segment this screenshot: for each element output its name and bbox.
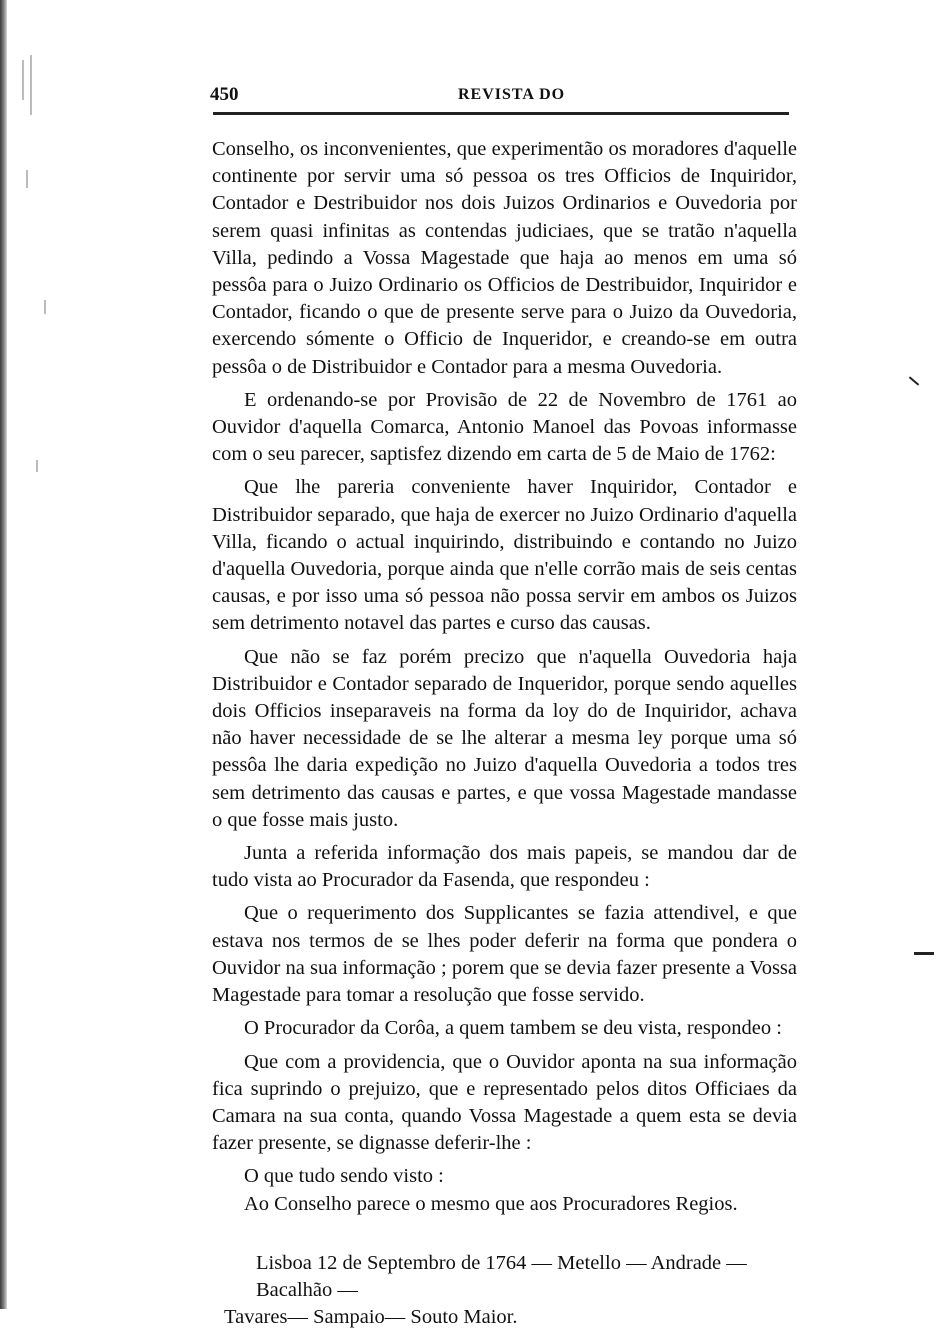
closing-signatures [224,1250,816,1331]
paragraph: Que com a providencia, que o Ouvidor aponta na sua informação fica suprindo o prejuizo, que e representado pelos ditos Officiaes da Camara na sua conta, quando Vossa Magestade a quem esta se devia fazer presente, se dignasse deferir-lhe : [212,1050,797,1155]
header-rule [213,112,789,115]
running-head: REVISTA DO [458,86,566,103]
scan-binding-edge [0,0,7,1309]
page-header [210,84,790,106]
paragraph: Junta a referida informação dos mais papeis, se mandou dar de tudo vista ao Procurador da Fasenda, que respondeu : [212,842,797,892]
margin-mark [909,376,919,385]
margin-mark [914,952,934,955]
document-body [212,136,797,1224]
scan-mark [36,460,38,472]
scan-mark [22,60,24,100]
paragraph: Ao Conselho parece o mesmo que aos Procuradores Regios. [244,1192,738,1215]
scan-mark [30,55,32,115]
paragraph: Que o requerimento dos Supplicantes se fazia attendivel, e que estava nos termos de se lhes poder deferir na forma que pondera o Ouvidor na sua informação ; porem que se devia fazer presente a Vossa Magestade para tomar a resolução que fosse servido. [212,902,797,1007]
scan-mark [26,170,28,188]
paragraph: E ordenando-se por Provisão de 22 de Novembro de 1761 ao Ouvidor d'aquella Comarca, Antonio Manoel das Povoas informasse com o seu parecer, saptisfez dizendo em carta de 5 de Maio de 1762: [212,388,797,466]
scan-mark [44,300,46,314]
closing-line: Tavares— Sampaio— Souto Maior. [224,1306,518,1328]
paragraph: Conselho, os inconvenientes, que experimentão os moradores d'aquelle continente por servir uma só pessoa os tres Officios de Inquiridor, Contador e Destribuidor nos dois Juizos Ordinarios e Ouvedoria por serem quasi infinitas as contendas judiciaes, que se tratão n'aquella Villa, pedindo a Vossa Magestade que haja ao menos em uma só pessôa para o Juizo Ordinario os Officios de Destribuidor, Inquiridor e Contador, ficando o que de presente serve para o Juizo da Ouvedoria, exercendo sómente o Officio de Inqueridor, e creando-se em outra pessôa o de Distribuidor e Contador para a mesma Ouvedoria. [212,138,797,378]
paragraph: Que lhe pareria conveniente haver Inquiridor, Contador e Distribuidor separado, que haja de exercer no Juizo Ordinario d'aquella Villa, ficando o actual inquirindo, distribuindo e contando no Juizo d'aquella Ouvedoria, porque ainda que n'elle corrão mais de seis centas causas, e por isso uma só pessoa não possa servir em ambos os Juizos sem detrimento notavel das partes e curso das causas. [212,476,797,635]
paragraph: Que não se faz porém precizo que n'aquella Ouvedoria haja Distribuidor e Contador separado de Inqueridor, porque sendo aquelles dois Officios inseparaveis na forma da loy do de Inquiridor, achava não haver necessidade de se lhe alterar a mesma ley porque uma só pessôa lhe daria expedição no Juizo d'aquella Ouvedoria a todos tres sem detrimento das causas e partes, e que vossa Magestade mandasse o que fosse mais justo. [212,645,797,831]
closing-line: Lisboa 12 de Septembro de 1764 — Metello — Andrade — Bacalhão — [256,1252,747,1301]
page-number: 450 [210,84,239,105]
paragraph: O Procurador da Corôa, a quem tambem se deu vista, respondeo : [244,1017,782,1040]
paragraph: O que tudo sendo visto : [244,1165,444,1188]
